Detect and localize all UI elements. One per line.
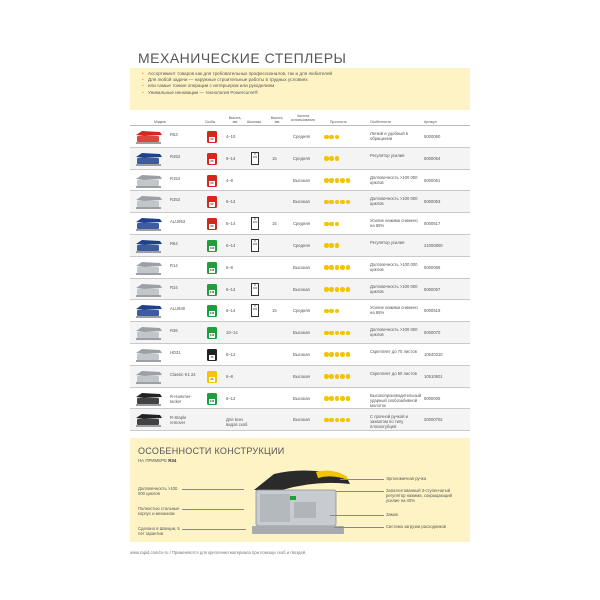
model-name: Classic K1 24 [170, 371, 196, 377]
usage-frequency: Средняя [293, 242, 310, 248]
strength-dot [340, 352, 345, 357]
nail-height: 15 [272, 308, 277, 314]
usage-frequency: Средняя [293, 308, 310, 314]
nail-icon: 8 300 [251, 239, 259, 252]
callout-durability: Долговечность >100 000 циклов [138, 486, 178, 496]
stapler-thumbnail [134, 216, 164, 232]
strength-dot [335, 418, 340, 423]
callout-line [182, 489, 244, 490]
strength-dot [340, 374, 345, 379]
nail-height: 15 [272, 221, 277, 227]
feature-text: Долговечность >100 000 циклов [370, 174, 418, 185]
article-number: 5000066 [424, 264, 441, 270]
header-article: Артикул [424, 120, 437, 124]
article-number: 20000702 [424, 417, 443, 423]
article-number: 5000005 [424, 395, 441, 401]
callout-lock: Замок [386, 512, 398, 517]
table-row [130, 126, 470, 148]
staple-type-badge [207, 175, 217, 187]
usage-frequency: Средняя [293, 134, 310, 139]
feature-text: Долговечность >100 000 циклов [370, 327, 418, 338]
usage-frequency: Средняя [293, 155, 310, 161]
strength-dot [340, 178, 345, 183]
usage-frequency: Высокая [293, 199, 310, 205]
intro-line: • Уникальные инновации — технология Powercurve® [148, 90, 470, 96]
nail-icon: 8 300 [251, 152, 259, 165]
article-number: 5000067 [424, 286, 441, 292]
strength-dot [324, 156, 329, 161]
staple-type-code: 140 [209, 334, 215, 338]
strength-dot [329, 374, 334, 379]
construction-box [130, 438, 470, 542]
strength-dot [329, 265, 334, 270]
staple-type-code: 53 [210, 181, 214, 185]
usage-frequency: Высокая [293, 177, 310, 183]
callout-line [336, 491, 384, 492]
article-number: 5000519 [424, 308, 441, 314]
intro-line: • Ассортимент товаров как для требовательных профессионалов, так и для любителей [148, 71, 470, 77]
strength-dot [340, 396, 345, 401]
usage-frequency: Высокая [293, 417, 310, 423]
model-name: ALU940 [170, 306, 186, 312]
strength-dot [329, 309, 334, 314]
nail-height: 15 [272, 155, 277, 161]
usage-frequency: Высокая [293, 286, 310, 292]
stapler-thumbnail [134, 260, 164, 276]
stapler-thumbnail [134, 151, 164, 167]
table-row [130, 344, 470, 366]
nail-icon: 8 300 [251, 304, 259, 317]
stapler-thumbnail [134, 412, 164, 428]
staple-type-code: 140 [209, 399, 215, 403]
page-title: МЕХАНИЧЕСКИЕ СТЕПЛЕРЫ [138, 50, 347, 66]
staple-type-badge [207, 371, 217, 383]
staple-type-code: 140 [209, 268, 215, 272]
staple-height: 10–14 [226, 330, 238, 336]
usage-frequency: Высокая [293, 373, 310, 379]
strength-rating [324, 243, 339, 248]
callout-line [182, 529, 246, 530]
staple-type-badge [207, 284, 217, 296]
strength-dot [324, 396, 329, 401]
feature-text: Регулятор усилия [370, 152, 405, 158]
strength-rating [324, 287, 350, 292]
staple-height: 4–8 [226, 177, 233, 183]
callout-steel: Полностью стальные корпус и механизм [138, 506, 180, 516]
footer-url[interactable]: www.rapid.com/ru-ru [130, 550, 169, 555]
stapler-thumbnail [134, 173, 164, 189]
strength-dot [329, 287, 334, 292]
stapler-thumbnail [134, 238, 164, 254]
table-row [130, 148, 470, 170]
stapler-thumbnail [134, 325, 164, 341]
callout-ergonomic: Эргономичная ручка [386, 476, 427, 481]
callout-line [334, 527, 384, 528]
article-number: 21000800 [424, 242, 443, 248]
model-name: R353 [170, 197, 181, 203]
feature-text: Долговечность >100 000 циклов [370, 283, 418, 294]
strength-dot [329, 178, 334, 183]
construction-model: R34 [168, 458, 177, 463]
strength-dot [324, 200, 329, 205]
model-name: R153 [170, 175, 181, 181]
strength-dot [324, 309, 329, 314]
strength-dot [324, 222, 329, 227]
staple-height: 4–10 [226, 134, 236, 139]
usage-frequency: Высокая [293, 330, 310, 336]
table-row [130, 257, 470, 279]
footer-separator: / [169, 550, 172, 555]
strength-rating [324, 222, 339, 227]
strength-dot [335, 396, 340, 401]
staple-height: 6–12 [226, 351, 236, 357]
strength-rating [324, 265, 350, 270]
table-row [130, 300, 470, 322]
header-features: Особенности [370, 120, 391, 124]
model-name: R64 [170, 240, 178, 246]
callout-sweden: Сделано в Швеции, 5 лет гарантии [138, 526, 180, 536]
usage-frequency: Высокая [293, 264, 310, 270]
strength-dot [340, 418, 345, 423]
strength-dot [346, 352, 351, 357]
usage-frequency: Высокая [293, 351, 310, 357]
feature-text: Высокопроизводительный ударный скобозабивной молоток [370, 392, 422, 408]
staple-height: 6–14 [226, 242, 236, 248]
strength-dot [346, 178, 351, 183]
strength-dot [340, 331, 345, 336]
table-row [130, 388, 470, 410]
footer [130, 550, 470, 555]
staple-type-code: 53 [210, 138, 214, 141]
staple-type-badge [207, 393, 217, 405]
header-frequency: Частота использования [291, 114, 315, 122]
strength-dot [335, 222, 340, 227]
feature-text: Долговечность >100 000 циклов [370, 261, 418, 272]
strength-dot [340, 287, 345, 292]
strength-rating [324, 374, 350, 379]
strength-dot [329, 396, 334, 401]
strength-dot [335, 135, 340, 140]
stapler-thumbnail [134, 194, 164, 210]
callout-loading: Система загрузки расходников [386, 524, 446, 529]
header-height2: Высота, мм [270, 116, 284, 124]
stapler-thumbnail [134, 369, 164, 385]
strength-rating [324, 200, 350, 205]
table-row [130, 191, 470, 213]
model-name: R453 [170, 153, 181, 159]
staple-height: 6–14 [226, 308, 236, 314]
table-row [130, 213, 470, 235]
nail-icon: 8 300 [251, 217, 259, 230]
callout-line [182, 509, 244, 510]
header-staples: Скобы [205, 120, 216, 124]
table-header [130, 114, 470, 126]
strength-dot [346, 287, 351, 292]
staple-type-code: 140 [209, 290, 215, 294]
table-row [130, 170, 470, 192]
staple-type-badge [207, 131, 217, 143]
stapler-thumbnail [134, 129, 164, 145]
staple-type-code: 53 [210, 203, 214, 207]
strength-dot [335, 178, 340, 183]
staple-height: 6–8 [226, 264, 233, 270]
strength-rating [324, 178, 350, 183]
staple-height: 6–14 [226, 155, 236, 161]
model-name: R53 [170, 132, 178, 137]
header-nails: Шпильки [247, 120, 261, 124]
article-number: 5000063 [424, 199, 441, 205]
strength-dot [335, 156, 340, 161]
strength-dot [329, 222, 334, 227]
strength-dot [329, 418, 334, 423]
strength-dot [324, 135, 329, 140]
model-name: R14 [170, 262, 178, 268]
feature-text: Регулятор усилия [370, 239, 405, 245]
staple-type-code: 140 [209, 312, 215, 316]
strength-dot [329, 135, 334, 140]
staple-type-code: 140 [209, 246, 215, 250]
staple-type-badge [207, 305, 217, 317]
nail-icon: 8 300 [251, 283, 259, 296]
staple-type-badge [207, 262, 217, 274]
article-number: 5000064 [424, 155, 441, 161]
feature-text: Усилие нажима снижено на 65% [370, 305, 418, 316]
product-table [130, 126, 470, 431]
strength-dot [324, 352, 329, 357]
header-height: Высота, мм [228, 116, 242, 124]
feature-text: Долговечность >100 000 циклов [370, 196, 418, 207]
intro-line: • или самые тонкие операции с интерьером или рукоделием [148, 83, 470, 89]
strength-rating [324, 331, 350, 336]
article-number: 5000070 [424, 330, 441, 336]
callout-line [330, 515, 384, 516]
staple-height: 6–14 [226, 221, 236, 227]
header-model: Модель [154, 120, 167, 124]
strength-rating [324, 309, 339, 314]
strength-dot [324, 331, 329, 336]
strength-dot [335, 352, 340, 357]
article-number: 10540310 [424, 351, 443, 357]
table-row [130, 366, 470, 388]
model-name: R36 [170, 328, 178, 334]
staple-height: 6–14 [226, 199, 236, 205]
table-row [130, 409, 470, 431]
strength-dot [324, 243, 329, 248]
strength-dot [329, 200, 334, 205]
model-name: HD31 [170, 349, 181, 355]
article-number: 5000060 [424, 134, 441, 139]
staple-type-code: 73 [210, 355, 214, 359]
feature-text: Легкий и удобный в обращении [370, 131, 408, 141]
table-row [130, 322, 470, 344]
construction-subtitle-prefix: НА ПРИМЕРЕ [138, 458, 168, 463]
model-name: R-Hammer-tacker [170, 393, 192, 404]
strength-dot [324, 374, 329, 379]
model-name: R34 [170, 284, 178, 290]
strength-dot [335, 309, 340, 314]
strength-dot [340, 265, 345, 270]
staple-height: 6–12 [226, 395, 236, 401]
staple-type-code: 24 [210, 377, 214, 381]
strength-rating [324, 418, 350, 423]
callout-line [340, 479, 384, 480]
staple-type-badge [207, 218, 217, 230]
model-name: R-Staple remover [170, 415, 187, 426]
staple-type-badge [207, 349, 217, 361]
staple-height: Для всех видов скоб [226, 417, 248, 428]
staple-height: 6–14 [226, 286, 236, 292]
staple-type-code: 53 [210, 225, 214, 229]
strength-dot [340, 200, 345, 205]
strength-rating [324, 135, 339, 140]
intro-box [130, 68, 470, 110]
staple-type-badge [207, 327, 217, 339]
strength-rating [324, 156, 339, 161]
stapler-thumbnail [134, 303, 164, 319]
strength-rating [324, 396, 350, 401]
strength-dot [329, 331, 334, 336]
strength-dot [324, 287, 329, 292]
strength-dot [346, 418, 351, 423]
strength-dot [346, 396, 351, 401]
strength-dot [335, 200, 340, 205]
header-strength: Прочность [330, 120, 347, 124]
strength-dot [324, 418, 329, 423]
strength-dot [335, 331, 340, 336]
strength-dot [335, 243, 340, 248]
stapler-thumbnail [134, 391, 164, 407]
strength-dot [329, 352, 334, 357]
strength-dot [346, 200, 351, 205]
staple-type-badge [207, 153, 217, 165]
strength-dot [324, 265, 329, 270]
strength-dot [346, 265, 351, 270]
staple-type-code: 53 [210, 159, 214, 163]
stapler-thumbnail [134, 347, 164, 363]
feature-text: Скрепляет до 50 листов [370, 370, 417, 376]
strength-rating [324, 352, 350, 357]
catalog-page [130, 40, 470, 560]
strength-dot [335, 265, 340, 270]
feature-text: С прочной ручкой и захватом по типу плоскогубцев [370, 414, 408, 430]
staple-type-badge [207, 196, 217, 208]
strength-dot [329, 243, 334, 248]
strength-dot [346, 374, 351, 379]
usage-frequency: Средняя [293, 221, 310, 227]
usage-frequency: Высокая [293, 395, 310, 401]
construction-title: ОСОБЕННОСТИ КОНСТРУКЦИИ [138, 446, 285, 456]
stapler-thumbnail [134, 282, 164, 298]
article-number: 5000061 [424, 177, 441, 183]
staple-type-badge [207, 240, 217, 252]
strength-dot [329, 156, 334, 161]
strength-dot [346, 331, 351, 336]
callout-regulator: Запатентованный 3-ступенчатый регулятор нажима, сокращающий усилие на 40% [386, 488, 452, 503]
footer-note: Применяются для крепления материала при помощи скоб и гвоздей. [171, 550, 307, 555]
feature-text: Усилие нажима снижено на 65% [370, 218, 418, 229]
strength-dot [324, 178, 329, 183]
table-row [130, 235, 470, 257]
table-row [130, 279, 470, 301]
construction-subtitle [138, 458, 176, 463]
article-number: 5000517 [424, 221, 441, 227]
article-number: 10510601 [424, 373, 443, 379]
strength-dot [335, 374, 340, 379]
stapler-r34-image [246, 466, 356, 540]
feature-text: Скрепляет до 70 листов [370, 348, 417, 354]
model-name: ALU953 [170, 219, 186, 225]
strength-dot [335, 287, 340, 292]
intro-line: • Для любой задачи — наружные строительные работы в трудных условиях [148, 77, 470, 83]
staple-height: 6–8 [226, 373, 233, 379]
